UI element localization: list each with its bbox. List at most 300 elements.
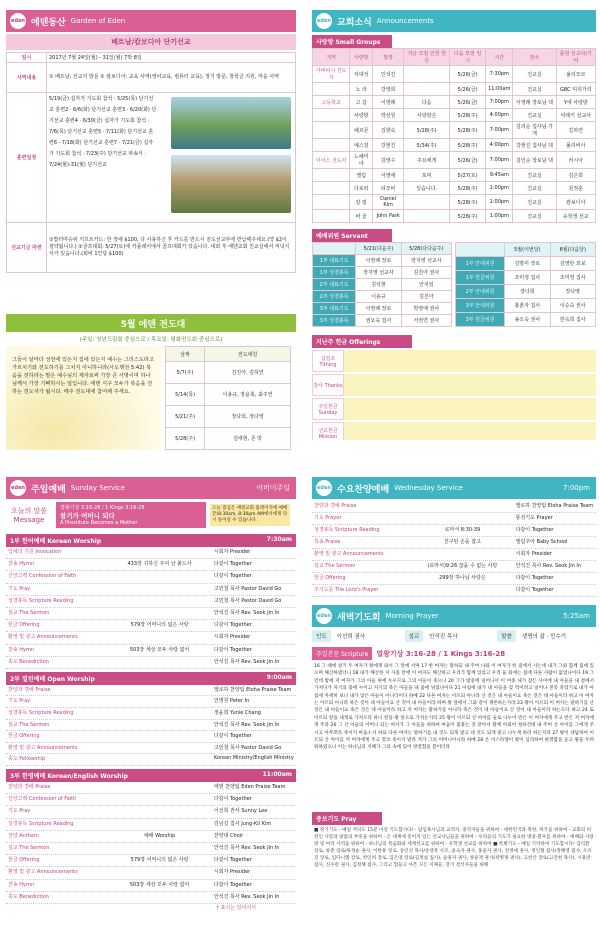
order-leader: 다같이 Together bbox=[213, 622, 252, 629]
small-group-row bbox=[313, 83, 596, 96]
small-group-cell: 김영수 bbox=[373, 152, 404, 169]
small-group-cell: 5/34(주) bbox=[404, 139, 450, 152]
offering-row bbox=[312, 422, 596, 440]
small-group-cell: 고 갑 bbox=[350, 96, 373, 109]
order-row bbox=[6, 708, 296, 720]
order-item: 성경봉독 Scripture Reading bbox=[8, 597, 74, 604]
small-group-cell: 강현진 bbox=[373, 139, 404, 152]
morning-word-label: 말씀 bbox=[497, 630, 516, 642]
servant-cell: 김방미 장로 bbox=[505, 257, 550, 271]
order-row bbox=[6, 657, 296, 669]
wednesday-leader: 다같이 Together bbox=[515, 527, 554, 533]
servant-cell: 서권연 권사 bbox=[401, 315, 451, 327]
order-row bbox=[6, 584, 296, 596]
order-detail bbox=[105, 721, 214, 730]
church-logo-icon: eden bbox=[316, 13, 332, 29]
wednesday-leader: 안석진 목사 Rev. Seok Jin In bbox=[515, 563, 582, 569]
servant-cell: 3부 대표기도 bbox=[313, 303, 356, 315]
servant-cell: 박영예 권사 bbox=[401, 303, 451, 315]
servant-table-left bbox=[312, 242, 452, 327]
order-leader: 안석진 목사 Rev. Seok Jin In bbox=[213, 893, 280, 900]
small-group-cell: 5/28(주) bbox=[450, 109, 486, 122]
servant-cell: 안치임 bbox=[401, 279, 451, 291]
order-detail: 503장 세상 모두 사랑 없어 bbox=[129, 646, 190, 653]
wednesday-header bbox=[312, 477, 596, 499]
morning-info-bar bbox=[312, 630, 596, 642]
servant-cell: 1부 성경봉독 bbox=[313, 267, 356, 279]
order-detail bbox=[105, 709, 214, 718]
small-group-cell: 다로락 bbox=[350, 182, 373, 195]
order-row bbox=[6, 632, 296, 644]
small-group-cell: 이영례 bbox=[373, 96, 404, 109]
pray-title: 중보기도 Pray bbox=[312, 812, 382, 825]
lunch-note: 오늘 점심은 에덴교회 홈레이지에 예배 끝(8:30am, 8:30pm AM에서에게 다시 돌이실 수 있습니다. bbox=[210, 504, 290, 526]
order-detail bbox=[105, 783, 214, 792]
offering-label: 감사 Thanks bbox=[312, 374, 344, 396]
order-leader: 다같이 Together bbox=[213, 561, 252, 568]
service-time: 7:30am bbox=[266, 536, 292, 543]
servant-cell: 1부 안내위원 bbox=[456, 257, 505, 271]
vietnam-landscape-photo bbox=[171, 97, 291, 149]
evangelism-date: 5/14(목) bbox=[166, 384, 205, 406]
fund-label: 선교기금 마련 bbox=[7, 223, 47, 273]
announcements-section bbox=[312, 10, 596, 440]
order-row bbox=[6, 696, 296, 708]
servant-row bbox=[456, 299, 596, 313]
order-item: 찬송 Hymn bbox=[8, 561, 35, 568]
small-group-cell: 다음 bbox=[404, 96, 450, 109]
small-group-cell: 포비 bbox=[404, 169, 450, 182]
order-row bbox=[6, 782, 296, 794]
small-group-cell: 티모비 bbox=[373, 182, 404, 195]
small-group-cell: 바 울 bbox=[350, 210, 373, 223]
servant-cell: 이승숙 권사 bbox=[550, 299, 595, 313]
servant-row bbox=[313, 243, 452, 255]
evangelism-title: 5월 에덴 전도대 bbox=[120, 319, 186, 330]
wednesday-row bbox=[312, 513, 596, 525]
small-group-cell: 원정훈 bbox=[556, 182, 595, 195]
servant-row bbox=[456, 285, 596, 299]
servant-row bbox=[313, 315, 452, 327]
servant-cell: 1부 헌금위원 bbox=[456, 271, 505, 285]
order-item: 환영 및 광고 Announcements bbox=[8, 869, 78, 876]
eden-title: 에덴동산 bbox=[31, 17, 66, 28]
church-logo-icon: eden bbox=[316, 480, 332, 496]
small-group-cell: 이영래 장로님 댁 bbox=[513, 96, 556, 109]
wednesday-row bbox=[312, 573, 596, 585]
order-leader: 다같이 Together bbox=[213, 796, 252, 803]
order-leader: 다같이 Together bbox=[213, 573, 252, 580]
order-detail bbox=[105, 585, 214, 594]
servant-cell: 송오숙 권사 bbox=[505, 313, 550, 327]
order-item: 신앙고백 Confession of Faith bbox=[8, 573, 77, 580]
wednesday-item: 특송 Praise bbox=[314, 539, 341, 545]
small-group-cell: 9:45am bbox=[486, 169, 513, 182]
offerings-table bbox=[312, 350, 596, 440]
service-name: 3부 한영예배 Korean/English Worship bbox=[10, 773, 128, 781]
standing-note: † 표시는 일어서서 bbox=[216, 904, 256, 911]
wednesday-item: 기도 Prayer bbox=[314, 515, 342, 521]
evangelism-date: 5/21(주) bbox=[166, 406, 205, 428]
servant-cell: 1부 대표기도 bbox=[313, 255, 356, 267]
servant-cell: 장지영 선교사 bbox=[401, 255, 451, 267]
evangelism-header bbox=[6, 314, 296, 332]
servant-cell: 6월(다음달) bbox=[550, 243, 595, 257]
morning-preacher-label: 설교 bbox=[405, 630, 424, 642]
order-row bbox=[6, 596, 296, 608]
evangelism-date: 5/7(주) bbox=[166, 362, 205, 384]
order-item: 성경봉독 Scripture Reading bbox=[8, 710, 74, 717]
mission-work-label: 사역내용 bbox=[7, 63, 47, 93]
servant-cell: 김석현 bbox=[356, 279, 401, 291]
servant-cell: 5월(이번달) bbox=[505, 243, 550, 257]
sunday-title-en: Sunday Service bbox=[70, 484, 126, 492]
small-group-cell: 5/28(주) bbox=[450, 195, 486, 210]
order-detail bbox=[105, 548, 214, 557]
small-group-cell: 진교실 bbox=[513, 66, 556, 83]
wednesday-leader: 엘로하 찬양팀 Eloha Praise Team bbox=[515, 503, 594, 509]
small-group-cell: 헤르몬 bbox=[350, 122, 373, 139]
wednesday-item: 헌금 Offering bbox=[314, 575, 346, 581]
service-time: 9:00am bbox=[266, 673, 292, 681]
order-row bbox=[6, 571, 296, 583]
small-group-header-cell: 장소 bbox=[513, 49, 556, 66]
order-leader: Korean Ministry/English Ministry bbox=[213, 755, 294, 762]
order-leader: 이선희 권사 Sunny Lee bbox=[213, 808, 268, 815]
order-detail bbox=[105, 686, 214, 695]
order-leader: 인명원 Peter In bbox=[213, 698, 250, 705]
pray-text: ■ 정기기도 - 매일 저녁도 15분 이상 기도합시다! - 담임목사님과 교역자, 중직자들을 위하여 - 대한민국과 북한, 미국을 위하여 - 교회의 비전인 사랑과 말씀의 부흥을 위하여 - 온 세계에 흩어져 있는 선교사님들을 위하여 - 우리들의 기도가 필요한 병중·환우를 위하여 - 예배와 사랑방 및 여러 사역을 위하여 - 하나님의 복음화와 세계선교를 위하여 - 유학생 선교를 위하여 ■ 특별기도 - 매일 기억하여 기도합시다! 김덕환 장로, 류춘 장로/류정순 권사, 이한용 장로, 송인선 목사/송영옥 사모, 윤숙자 권사, 홍윤자 권사, 전정애 권사, 정인철 집사/정혜영 집사, 오유진 장로, 임다니엘 장로, 박인희 장로, 김은영 장로(김정실 집사), 윤용자 권사, 양윤재 권사(곽병재 권사), 고찬산 장로(고진현 목사), 시용란 집사, 신수란 권사, 김정혜 집사, 그리고 힘들고 아픈 모든 지체들, 장기 결석자들을 위해 bbox=[314, 828, 594, 868]
small-group-cell: 진교실 bbox=[513, 195, 556, 210]
wednesday-item: 찬양과 경배 Praise bbox=[314, 503, 357, 509]
evangelism-section bbox=[6, 314, 296, 452]
order-detail bbox=[105, 572, 214, 581]
small-group-cell: 진교실 bbox=[513, 83, 556, 96]
small-group-row bbox=[313, 195, 596, 210]
small-groups-title: 사랑방 Small Groups bbox=[312, 35, 392, 48]
offering-label: 주일헌금 Sunday bbox=[312, 398, 344, 420]
small-group-cell: 1:00pm bbox=[486, 195, 513, 210]
small-group-cell: 진교실 bbox=[513, 109, 556, 122]
order-leader: 안석진 목사 Rev. Seok Jin In bbox=[213, 609, 280, 616]
angkor-wat-photo bbox=[171, 155, 291, 213]
order-item: 입례의 기원 Invocation bbox=[8, 549, 62, 555]
order-leader: 안석진 목사 Rev. Seok Jin In bbox=[213, 844, 280, 851]
small-group-cell: 아비비시 전도자 bbox=[313, 66, 350, 83]
small-group-cell: 진교실 bbox=[513, 169, 556, 182]
small-group-cell bbox=[313, 182, 350, 195]
order-item: 신앙고백 Confession of Faith bbox=[8, 796, 77, 803]
small-group-cell bbox=[313, 169, 350, 182]
servant-cell: 3부 헌금위원 bbox=[456, 313, 505, 327]
wednesday-leader: 통성기도 Prayer bbox=[515, 515, 553, 521]
order-leader: 다같이 Together bbox=[213, 733, 252, 740]
order-leader: 엘로하 찬양팀 Eloha Praise Team bbox=[213, 686, 292, 693]
servant-cell: 2부 성경봉독 bbox=[313, 291, 356, 303]
church-logo-icon: eden bbox=[316, 608, 332, 624]
small-group-cell: 박상원 bbox=[373, 109, 404, 122]
small-group-cell: Daniel Kim bbox=[373, 195, 404, 210]
order-item: 환영 및 광고 Announcements bbox=[8, 744, 78, 751]
wednesday-detail: 친구된 손을 잡고 bbox=[443, 539, 481, 545]
scripture-label: 주일본문 Scripture bbox=[312, 647, 372, 660]
servant-row bbox=[313, 267, 452, 279]
servant-title: 예배위원 Servant bbox=[312, 229, 392, 242]
small-group-cell bbox=[313, 139, 350, 152]
order-leader: 안석진 목사 Rev. Seok Jin In bbox=[213, 658, 280, 665]
small-group-cell: 강현진 집사님 댁 bbox=[513, 139, 556, 152]
order-leader: 안석진 목사 Rev. Seok Jin In bbox=[213, 721, 280, 728]
order-item: 찬송 Hymn bbox=[8, 646, 35, 653]
wednesday-row bbox=[312, 537, 596, 549]
small-group-cell: 엘림 bbox=[350, 169, 373, 182]
servant-cell: 5/28(다다음주) bbox=[401, 243, 451, 255]
small-group-cell: 미래키 선교사 bbox=[556, 109, 595, 122]
servant-cell: 김진아 bbox=[401, 291, 451, 303]
order-row bbox=[6, 892, 296, 904]
message-title: 참기가 어머니 되다 bbox=[60, 512, 115, 520]
message-ref: 열왕기상 3:16-28 / 1 Kings 3:16-28 bbox=[60, 505, 145, 511]
wednesday-row bbox=[312, 561, 596, 573]
small-group-cell: 유학생 선교 bbox=[556, 210, 595, 223]
small-group-cell: 이어스 전도사 bbox=[313, 152, 350, 169]
servant-cell: 장지영 선교사 bbox=[356, 267, 401, 279]
order-detail bbox=[105, 868, 214, 877]
small-group-cell: 폴리비아 bbox=[556, 139, 595, 152]
order-leader: 시회자 Presider bbox=[213, 869, 251, 876]
small-group-header-cell: 방장 bbox=[373, 49, 404, 66]
order-row bbox=[6, 743, 296, 755]
order-row bbox=[6, 843, 296, 855]
order-row bbox=[6, 685, 296, 697]
wednesday-title: 수요찬양예배 bbox=[337, 484, 390, 495]
morning-leader: 이선희 권사 bbox=[336, 634, 365, 640]
small-group-cell: 1:00pm bbox=[486, 182, 513, 195]
order-item: 찬양과 경배 Praise bbox=[8, 784, 51, 791]
eden-header bbox=[6, 10, 296, 32]
order-item: 축도 Benediction bbox=[8, 658, 49, 665]
servant-cell: 장다영 bbox=[550, 285, 595, 299]
order-item: 기도 Pray bbox=[8, 808, 31, 815]
small-group-cell: 5/28(주) bbox=[450, 122, 486, 139]
morning-time: 5:25am bbox=[563, 612, 590, 620]
servant-cell bbox=[456, 243, 505, 257]
order-item: 기도 Pray bbox=[8, 698, 31, 705]
evangelism-members: 이용규, 장윤희, 최주연 bbox=[205, 384, 291, 406]
servant-cell: 권오숙 집사 bbox=[356, 315, 401, 327]
offering-amount-box bbox=[344, 422, 596, 440]
wednesday-title-en: Wednesday Service bbox=[394, 484, 463, 492]
mission-work: ① 베트남: 선교지 방문 ② 캄보디아: 교육 사역(영어교육, 컴퓨터 교육), 정기 방문, 창학금 지원, 마을 사역 bbox=[47, 63, 296, 93]
mission-date: 2017년 7월 24일(월) - 31일(월) 7박 8일 bbox=[47, 53, 296, 63]
order-row bbox=[6, 880, 296, 892]
order-item: 찬송 Hymn bbox=[8, 881, 35, 888]
weekday-section bbox=[312, 477, 596, 922]
order-item: 축도 Fellowship bbox=[8, 756, 46, 763]
offering-row bbox=[312, 350, 596, 372]
small-group-cell: 7:00pm bbox=[486, 122, 513, 139]
small-group-cell: 진교실 bbox=[513, 182, 556, 195]
order-leader: 고민철 목사 Pastor David Go bbox=[213, 597, 282, 604]
announcements-title-en: Announcements bbox=[376, 17, 434, 25]
small-group-cell: 이영애 bbox=[373, 169, 404, 182]
wednesday-detail bbox=[409, 502, 515, 511]
order-leader: 다같이 Together bbox=[213, 881, 252, 888]
order-row bbox=[6, 608, 296, 620]
scripture-ref: 열왕기상 3:16-28 / 1 Kings 3:16-28 bbox=[376, 649, 506, 658]
servant-cell: 이영례 장로 bbox=[356, 255, 401, 267]
servant-cell: 조미정 집사 bbox=[505, 271, 550, 285]
small-group-cell bbox=[313, 195, 350, 210]
order-detail: 예배 Worship bbox=[143, 832, 176, 839]
wednesday-row bbox=[312, 585, 596, 597]
order-row bbox=[6, 855, 296, 867]
small-group-row bbox=[313, 182, 596, 195]
servant-cell: 3부 안내위원 bbox=[456, 299, 505, 313]
church-logo-icon: eden bbox=[10, 13, 26, 29]
evangelism-members: 김태현, 존 박 bbox=[205, 428, 291, 450]
servant-cell: 한옥희 집사 bbox=[550, 313, 595, 327]
small-group-cell bbox=[313, 109, 350, 122]
small-group-cell: 강영희 bbox=[373, 83, 404, 96]
servant-cell: 2부 대표기도 bbox=[313, 279, 356, 291]
small-group-cell: 러시아 bbox=[556, 152, 595, 169]
wednesday-detail: 로마서 8:30-39 bbox=[444, 527, 481, 533]
order-leader: 에덴 찬양팀 Eden Praise Team bbox=[213, 784, 286, 791]
announcements-title: 교회소식 bbox=[337, 17, 372, 28]
servant-row bbox=[456, 313, 596, 327]
small-group-row bbox=[313, 109, 596, 122]
evangelism-head-date: 날짜 bbox=[166, 347, 205, 362]
wednesday-detail: 299장 하나님 사랑은 bbox=[439, 575, 486, 581]
small-group-row bbox=[313, 139, 596, 152]
wednesday-row bbox=[312, 549, 596, 561]
small-group-cell bbox=[313, 210, 350, 223]
small-group-cell: 길하연 bbox=[556, 122, 595, 139]
servant-cell: 2부 안내위원 bbox=[456, 285, 505, 299]
small-group-cell: 고등학교 bbox=[313, 96, 350, 109]
small-group-cell: 노 라 bbox=[350, 83, 373, 96]
order-detail bbox=[105, 697, 214, 706]
small-group-cell: 올리모르 bbox=[556, 66, 595, 83]
small-group-cell: Y에 사랑방 bbox=[556, 96, 595, 109]
servant-row bbox=[456, 257, 596, 271]
small-group-cell: 사랑방 bbox=[350, 109, 373, 122]
evangelism-subtitle: (주일: 청년드림회 중심으로 / 목요일: 평화전도회 중심으로) bbox=[79, 337, 223, 343]
small-group-cell: 5/28(주) bbox=[404, 122, 450, 139]
order-item: 설교 The Sermon bbox=[8, 721, 50, 728]
small-group-row bbox=[313, 169, 596, 182]
small-group-header-cell: 지난 모임 인원 헌금 bbox=[404, 49, 450, 66]
wednesday-leader: 엘림주아 Baby School bbox=[515, 539, 568, 545]
servant-cell: 김영란 외보 bbox=[550, 257, 595, 271]
order-detail bbox=[105, 633, 214, 642]
order-row bbox=[6, 794, 296, 806]
order-leader: 찬양대 Choir bbox=[213, 832, 244, 839]
servant-table-right bbox=[455, 242, 596, 327]
small-group-cell: 1:00pm bbox=[486, 210, 513, 223]
offering-amount-box bbox=[344, 374, 596, 396]
wednesday-time: 7:00pm bbox=[563, 484, 590, 492]
offering-label: 선교헌금 Mission bbox=[312, 422, 344, 440]
small-group-cell: 리대성 bbox=[350, 66, 373, 83]
small-group-cell: 5/28(주) bbox=[450, 182, 486, 195]
small-group-cell: 5/28(주) bbox=[450, 210, 486, 223]
small-group-cell: 5/26(금) bbox=[450, 66, 486, 83]
order-row bbox=[6, 867, 296, 879]
evangelism-members: 장다희, 장다영 bbox=[205, 406, 291, 428]
small-groups-table bbox=[312, 48, 596, 223]
service-bar bbox=[6, 534, 296, 547]
order-item: 헌금 Offering bbox=[8, 857, 40, 864]
wednesday-item: 환영 및 광고 Announcements bbox=[314, 551, 384, 557]
small-group-cell bbox=[404, 210, 450, 223]
wednesday-item: 주기도문 The Lord's Prayer bbox=[314, 587, 379, 593]
message-title-en: A Prostitute Becomes a Mother bbox=[60, 520, 138, 526]
wednesday-leader: 다같이 Together bbox=[515, 587, 554, 593]
offering-row bbox=[312, 374, 596, 396]
small-group-cell bbox=[404, 83, 450, 96]
order-leader: 다같이 Together bbox=[213, 857, 252, 864]
small-group-row bbox=[313, 210, 596, 223]
order-row bbox=[6, 559, 296, 571]
order-detail bbox=[105, 744, 214, 753]
small-group-cell: 느헤미야 bbox=[350, 152, 373, 169]
wednesday-detail bbox=[409, 514, 515, 523]
fund-text: ①밥터마슈위 키프트카드: 한 장에 $100, 다 사용하신 후 카드를 반드시 전도선교부에 반납해주세요.(약 $2이 절약됩니다.) ②골프대회: 5/27(토)에 카플레이에서 골프대회가 있습니다. 대회 후 에덴교회 친교실에서 저녁식사가 있습니다.(회비 1인당 $100) bbox=[47, 223, 296, 273]
order-row bbox=[6, 620, 296, 632]
order-detail: 579장 어머니의 넓은 사랑 bbox=[130, 857, 189, 864]
order-row bbox=[6, 819, 296, 831]
order-leader: 고민철 목사 Pastor David Go bbox=[213, 585, 282, 592]
wednesday-item: 성경봉독 Scripture Reading bbox=[314, 527, 380, 533]
sunday-message bbox=[6, 499, 296, 531]
small-group-cell: 캄보디아 bbox=[556, 195, 595, 210]
order-item: 설교 The Sermon bbox=[8, 609, 50, 616]
small-group-cell: 7:00pm bbox=[486, 96, 513, 109]
small-group-header-cell: 지역 bbox=[313, 49, 350, 66]
small-group-cell bbox=[313, 83, 350, 96]
church-logo-icon: eden bbox=[10, 480, 26, 496]
wednesday-item: 설교 The Sermon bbox=[314, 563, 356, 569]
small-group-cell: 5/28(주) bbox=[450, 139, 486, 152]
order-row bbox=[6, 806, 296, 818]
order-row bbox=[6, 731, 296, 743]
small-group-cell: 진교실 bbox=[513, 210, 556, 223]
order-item: 헌금 Offering bbox=[8, 622, 40, 629]
order-row bbox=[6, 720, 296, 732]
wednesday-detail bbox=[409, 550, 515, 559]
servant-row bbox=[313, 303, 452, 315]
morning-header bbox=[312, 605, 596, 627]
small-group-header-cell: 시간 bbox=[486, 49, 513, 66]
sunday-title: 주일예배 bbox=[31, 484, 66, 495]
morning-word: 생명의 삶 · 민수기 bbox=[521, 634, 567, 640]
small-group-cell: 갈 릴 bbox=[350, 195, 373, 210]
morning-leader-label: 인도 bbox=[312, 630, 331, 642]
small-group-cell: GBC 미리가리 bbox=[556, 83, 595, 96]
servant-cell: 이용규 bbox=[356, 291, 401, 303]
small-group-cell: 5/26(금) bbox=[450, 152, 486, 169]
servant-cell: 김진아 권사 bbox=[401, 267, 451, 279]
sunday-section bbox=[6, 477, 296, 917]
servant-row bbox=[456, 243, 596, 257]
small-group-cell: 인석진 bbox=[373, 66, 404, 83]
order-detail bbox=[105, 658, 214, 667]
small-group-cell: 5/26(금) bbox=[450, 83, 486, 96]
order-item: 성경봉독 Scripture Reading bbox=[8, 820, 74, 827]
offering-label: 십일조 Tithing bbox=[312, 350, 344, 372]
